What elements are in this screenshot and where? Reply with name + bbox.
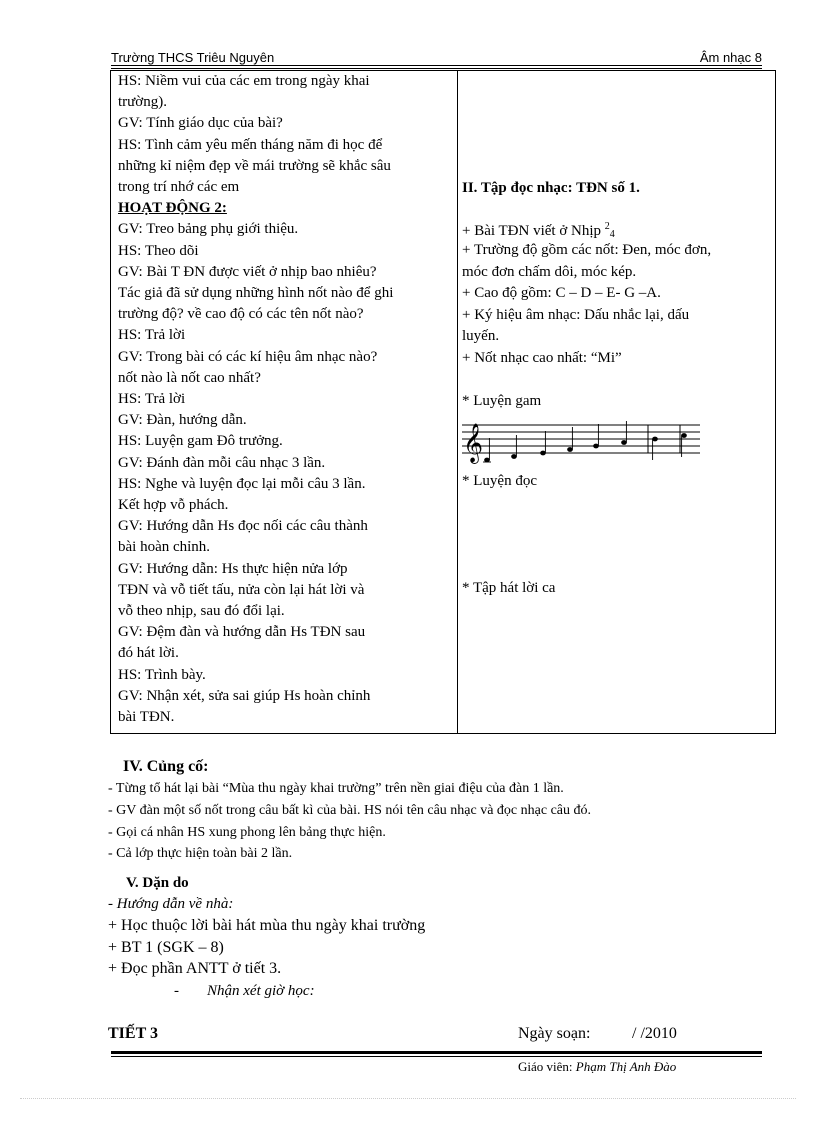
activity-line: trường độ? về cao độ có các tên nốt nào? [118,306,364,323]
activity-line: vỗ theo nhịp, sau đó đổi lại. [118,603,285,620]
homework-subtitle: - Hướng dẫn về nhà: [108,896,234,912]
activity-line: HS: Tình cảm yêu mến tháng năm đi học để [118,136,383,153]
time-signature-bottom: 4 [609,229,615,240]
activity-line: những kỉ niệm đẹp về mái trường sẽ khắc sâu [118,157,391,174]
activity-line: HOẠT ĐỘNG 2: [118,200,227,217]
activity-line: Kết hợp vỗ phách. [118,497,229,514]
page-edge [20,1098,796,1099]
homework-item: + BT 1 (SGK – 8) [108,939,224,956]
remark-label: Nhận xét giờ học: [207,983,315,999]
scale-practice-label: * Luyện gam [462,393,542,409]
activity-line: Tác giả đã sử dụng những hình nốt nào để ghi [118,285,394,302]
next-lesson-title: TIẾT 3 [108,1025,158,1042]
homework-title: V. Dặn do [126,875,189,891]
consolidation-title: IV. Củng cố: [123,758,209,775]
teacher-name: Phạm Thị Anh Đào [575,1059,677,1074]
time-signature-label: + Bài TĐN viết ở Nhịp [462,223,602,239]
note-d [512,455,517,459]
header-rule [111,65,762,66]
treble-clef-icon: 𝄞 [463,423,484,463]
homework-item: + Học thuộc lời bài hát mùa thu ngày khai trường [108,917,426,934]
activity-line: GV: Hướng dẫn: Hs thực hiện nửa lớp [118,560,348,577]
activity-line: HS: Trả lời [118,327,186,344]
note-g [594,444,599,448]
consolidation-item: - Từng tổ hát lại bài “Mùa thu ngày khai trường” trên nền giai điệu của đàn 1 lần. [108,781,564,796]
note-c-high [682,434,687,438]
header-rule-thin [111,68,762,69]
date-label: Ngày soạn: [518,1025,591,1042]
activity-line: bài TĐN. [118,709,175,726]
duration-line-1: + Trường độ gồm các nốt: Đen, móc đơn, [462,242,712,258]
subject-name: Âm nhạc 8 [699,50,762,65]
duration-line-2: móc đơn chấm dôi, móc kép. [462,264,637,280]
time-signature-top: 2 [604,221,610,232]
date-value: / /2010 [632,1025,677,1042]
teacher-line [518,1059,676,1075]
activity-line: GV: Nhận xét, sửa sai giúp Hs hoàn chỉnh [118,687,371,704]
activity-line: trường). [118,94,167,111]
lyrics-practice-label: * Tập hát lời ca [462,580,556,596]
footer-rule [111,1051,762,1054]
page-header [111,50,762,66]
highest-note-line: + Nốt nhạc cao nhất: “Mi” [462,350,622,366]
activity-line: GV: Đệm đàn và hướng dẫn Hs TĐN sau [118,624,366,641]
consolidation-item: - Gọi cá nhân HS xung phong lên bảng thực hiện. [108,825,386,840]
symbols-line-1: + Ký hiệu âm nhạc: Dấu nhắc lại, dấu [462,307,690,323]
pitch-line: + Cao độ gồm: C – D – E- G –A. [462,285,661,301]
activity-line: GV: Đàn, hướng dẫn. [118,412,247,429]
activity-line: trong trí nhớ các em [118,179,240,196]
note-b [653,437,658,441]
remark-dash: - [174,983,179,999]
activity-line: HS: Trả lời [118,391,186,408]
teacher-label: Giáo viên: [518,1059,573,1074]
activity-line: GV: Tính giáo dục của bài? [118,115,283,132]
consolidation-item: - GV đàn một số nốt trong câu bất kì của bài. HS nói tên câu nhạc và đọc nhạc câu đó. [108,803,591,818]
school-name: Trường THCS Triêu Nguyên [111,50,275,65]
time-signature-line [462,221,615,240]
symbols-line-2: luyến. [462,328,500,344]
reading-practice-label: * Luyện đọc [462,473,537,489]
activity-line: GV: Đánh đàn mỗi câu nhạc 3 lần. [118,454,326,471]
activity-line: TĐN và vỗ tiết tấu, nửa còn lại hát lời và [118,581,365,598]
note-f [568,448,573,452]
activity-line: HS: Theo dõi [118,242,199,259]
music-staff [462,413,702,469]
activity-line: GV: Treo bảng phụ giới thiệu. [118,221,299,238]
activity-line: HS: Trình bày. [118,666,206,683]
note-a [622,441,627,445]
note-c [485,458,490,462]
activity-line: bài hoàn chỉnh. [118,539,211,556]
activity-line: GV: Hướng dẫn Hs đọc nối các câu thành [118,518,368,535]
lesson-table [110,70,776,734]
activity-line: GV: Bài T ĐN được viết ở nhịp bao nhiêu? [118,263,377,280]
activity-line: HS: Niềm vui của các em trong ngày khai [118,73,370,89]
activities-column [118,71,452,728]
activity-line: HS: Nghe và luyện đọc lại mỗi câu 3 lần. [118,475,366,492]
note-e [541,451,546,455]
section-title: II. Tập đọc nhạc: TĐN số 1. [462,180,640,196]
activity-line: đó hát lời. [118,645,179,662]
activity-line: nốt nào là nốt cao nhất? [118,369,261,386]
consolidation-item: - Cả lớp thực hiện toàn bài 2 lần. [108,846,293,861]
column-divider [457,71,458,733]
homework-item: + Đọc phần ANTT ở tiết 3. [108,960,282,977]
footer-rule-thin [111,1056,762,1057]
activity-line: HS: Luyện gam Đô trưởng. [118,433,283,450]
activity-line: GV: Trong bài có các kí hiệu âm nhạc nào? [118,348,378,365]
